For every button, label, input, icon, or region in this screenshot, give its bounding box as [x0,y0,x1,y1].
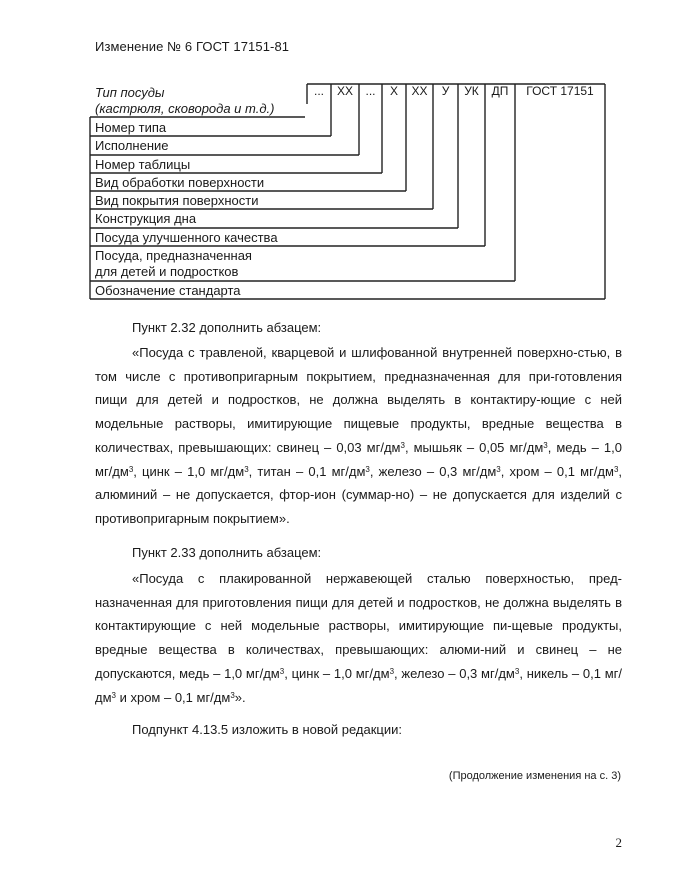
superscript: 3 [128,464,134,474]
paragraph-intro: Пункт 2.32 дополнить абзацем: [132,320,322,335]
text-run: «Посуда с травленой, кварцевой и шлифованной внутренней поверхно-стью, в том числе с противопригарным покрытием, предназначенная для при-готовления пищи для детей и подростков, не должна выделять в контактиру-ющие с ней модельные растворы, имитирующие пищевые продукты, вредные вещества в количествах, превышающих: свинец – 0,03 мг/дм [95,345,622,455]
page-number: 2 [615,835,622,850]
code-cell: ... [365,84,376,98]
superscript: 3 [244,464,249,474]
code-cell: ГОСТ 17151 [526,84,594,98]
superscript: 3 [400,440,405,450]
text-run: , титан – 0,1 мг/дм [248,463,366,479]
scheme-row: Посуда, предназначенная [95,248,252,263]
scheme-title-line-1: Тип посуды [95,85,165,100]
paragraph-2-32 [95,341,622,531]
text-run: , цинк – 1,0 мг/дм [133,463,245,479]
scheme-row: Номер типа [95,120,167,135]
scheme-title-line-2: (кастрюля, сковорода и т.д.) [95,101,275,116]
paragraph-2-33 [95,567,622,709]
text-run: «Посуда с плакированной нержавеющей сталью поверхностью, пред-назначенная для приготовления пищи для детей и подростков, не должна выделять в контактирующие с ней модельные растворы, имитирующие пи-щевые продукты, вредные вещества в количествах, превышающих: алюми-ний и свинец – не допускаются, медь – 1,0 мг/дм [95,571,622,681]
scheme-row: Обозначение стандарта [95,283,241,298]
code-cell: УК [464,84,479,98]
text-run: и хром – 0,1 мг/дм [115,689,231,705]
code-cell: XX [336,84,353,98]
continuation-note: (Продолжение изменения на с. 3) [448,770,621,782]
text-run: , мышьяк – 0,05 мг/дм [404,439,544,455]
code-cell: У [441,84,450,98]
superscript: 3 [514,666,520,676]
superscript: 3 [613,464,619,474]
paragraph-intro: Подпункт 4.13.5 изложить в новой редакции: [132,722,402,737]
scheme-row: Вид обработки поверхности [95,175,265,190]
paragraph-intro: Пункт 2.33 дополнить абзацем: [132,545,322,560]
superscript: 3 [111,690,116,700]
code-cell: ДП [491,84,509,98]
scheme-row: Конструкция дна [95,211,197,226]
scheme-row: Вид покрытия поверхности [95,193,259,208]
scheme-row: Номер таблицы [95,157,191,172]
page-header: Изменение № 6 ГОСТ 17151-81 [95,39,290,54]
text-run: , железо – 0,3 мг/дм [394,665,515,681]
text-run: , медь – 1,0 мг/дм [95,439,622,479]
text-run: , железо – 0,3 мг/дм [369,463,497,479]
superscript: 3 [365,464,370,474]
superscript: 3 [279,666,285,676]
code-cell: ... [313,84,324,98]
superscript: 3 [543,440,548,450]
text-run: , алюминий – не допускается, фтор-ион (суммар-но) – не допускается для изделий с противопригарным покрытием». [95,463,623,526]
superscript: 3 [496,464,501,474]
text-run: ». [234,689,246,705]
code-cell: X [389,84,398,98]
text-run: , хром – 0,1 мг/дм [500,463,614,479]
text-run: , никель – 0,1 мг/дм [95,665,623,705]
code-cell: XX [411,84,428,98]
scheme-row: Посуда улучшенного качества [95,230,278,245]
superscript: 3 [389,666,395,676]
superscript: 3 [230,690,235,700]
scheme-row: Исполнение [95,138,169,153]
scheme-row: для детей и подростков [95,264,239,279]
text-run: , цинк – 1,0 мг/дм [284,665,390,681]
